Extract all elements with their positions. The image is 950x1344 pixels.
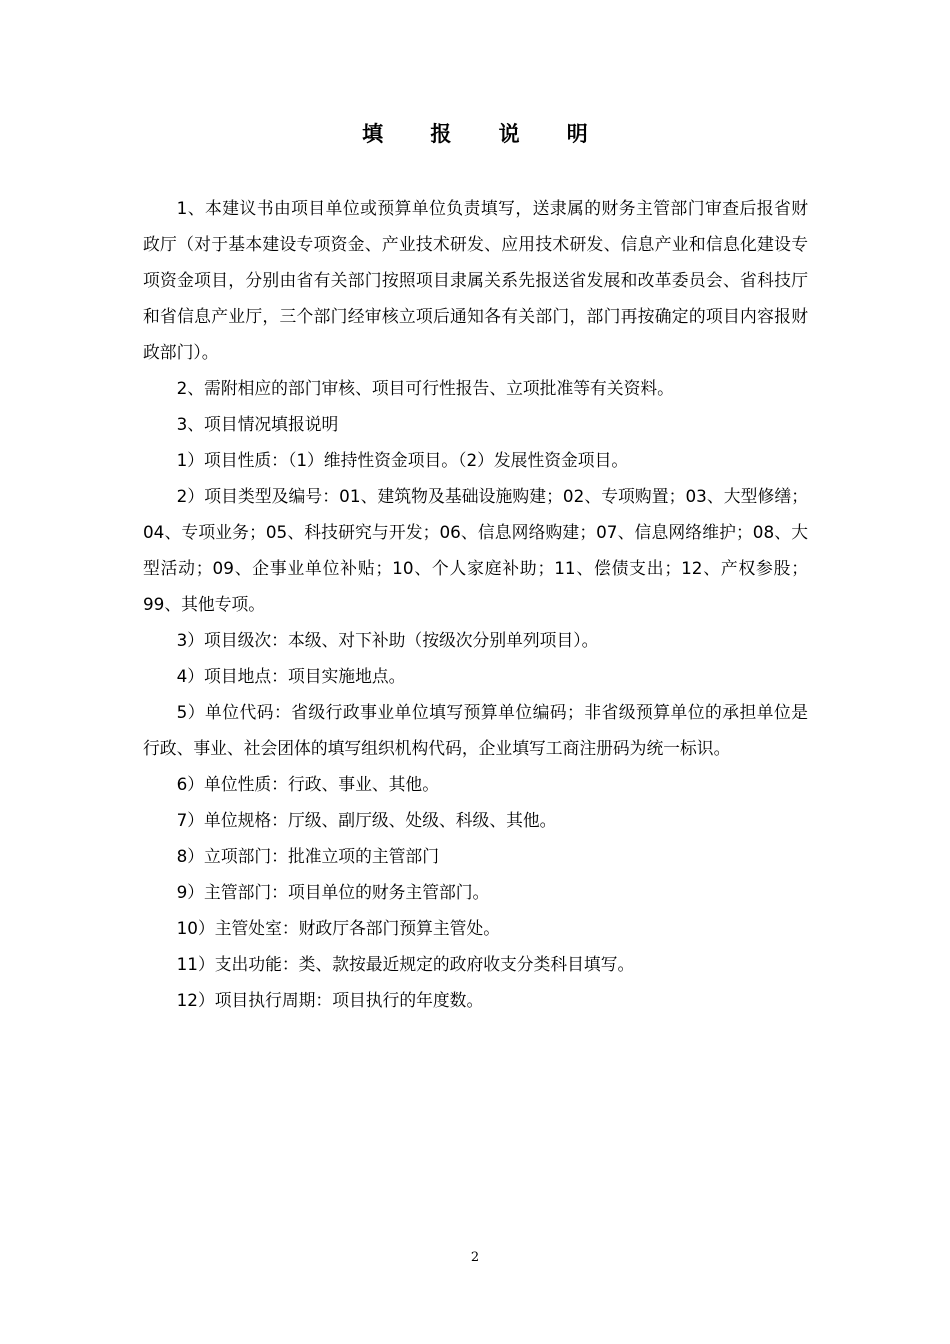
item-expenditure-function: 11）支出功能：类、款按最近规定的政府收支分类科目填写。 bbox=[176, 954, 635, 974]
paragraph-1: 1、本建议书由项目单位或预算单位负责填写，送隶属的财务主管部门审查后报省财政厅（对于基本建设专项资金、产业技术研发、应用技术研发、信息产业和信息化建设专项资金项目，分别由省有关部门按照项目隶属关系先报送省发展和改革委员会、省科技厅和省信息产业厅，三个部门经审核立项后通知各有关部门，部门再按确定的项目内容报财政部门）。 bbox=[143, 198, 808, 362]
item-supervising-department: 9）主管部门：项目单位的财务主管部门。 bbox=[176, 882, 490, 902]
paragraph-2: 2、需附相应的部门审核、项目可行性报告、立项批准等有关资料。 bbox=[176, 378, 674, 398]
paragraph-3: 3、项目情况填报说明 bbox=[176, 414, 339, 434]
item-project-location: 4）项目地点：项目实施地点。 bbox=[176, 666, 406, 686]
item-project-level: 3）项目级次：本级、对下补助（按级次分别单列项目）。 bbox=[176, 630, 599, 650]
item-project-type: 2）项目类型及编号：01、建筑物及基础设施购建；02、专项购置；03、大型修缮；04、专项业务；05、科技研究与开发；06、信息网络购建；07、信息网络维护；08、大型活动；09、企事业单位补贴；10、个人家庭补助；11、偿债支出；12、产权参股；99、其他专项。 bbox=[143, 486, 808, 614]
page-number: 2 bbox=[470, 1250, 480, 1265]
item-execution-period: 12）项目执行周期：项目执行的年度数。 bbox=[176, 990, 484, 1010]
item-unit-nature: 6）单位性质：行政、事业、其他。 bbox=[176, 774, 439, 794]
instructions-body bbox=[143, 190, 808, 1018]
page-title: 填 报 说 明 bbox=[362, 122, 608, 146]
item-unit-rank: 7）单位规格：厅级、副厅级、处级、科级、其他。 bbox=[176, 810, 557, 830]
item-supervising-office: 10）主管处室：财政厅各部门预算主管处。 bbox=[176, 918, 501, 938]
item-project-nature: 1）项目性质：（1）维持性资金项目。（2）发展性资金项目。 bbox=[176, 450, 629, 470]
item-unit-code: 5）单位代码：省级行政事业单位填写预算单位编码；非省级预算单位的承担单位是行政、事业、社会团体的填写组织机构代码，企业填写工商注册码为统一标识。 bbox=[143, 702, 808, 758]
item-approving-department: 8）立项部门：批准立项的主管部门 bbox=[176, 846, 439, 866]
